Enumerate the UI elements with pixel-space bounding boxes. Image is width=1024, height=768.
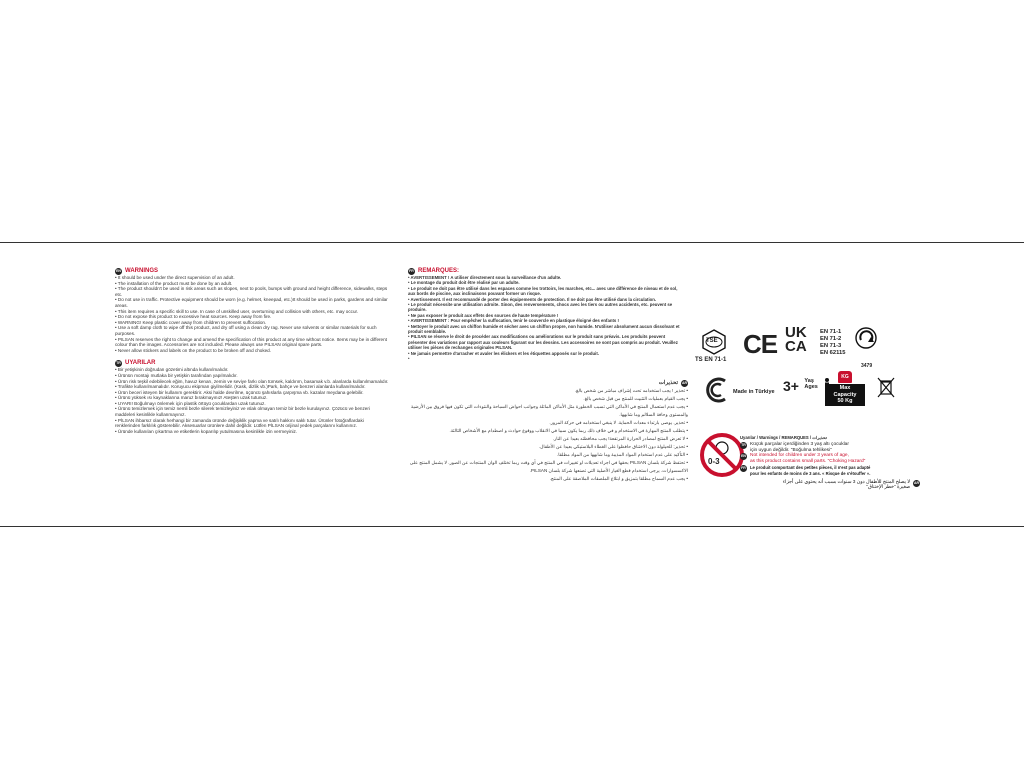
choking-ar-line: صغيرة "خطر الإختناق": [866, 485, 910, 491]
choking-hazard-block: [700, 433, 920, 503]
choking-en-badge: EN: [741, 454, 746, 459]
ar-badge: AR: [681, 380, 688, 385]
choking-en-row: [740, 453, 920, 465]
age-label-en: Ages: [804, 384, 818, 390]
ar-line: • يجب القيام بعمليات التثبيت للمنتج من قبل شخص بالغ.: [583, 396, 688, 401]
ar-line: • يتطلب المنتج المهارة في الاستخدام و في خلاف ذلك ربما يكون سببا في الانقلاب ووقوع حوادث و اصطدام مع الأشخاص الثالثة.: [449, 428, 688, 433]
under-three-sign: [700, 433, 744, 477]
tr-line: • Trafikte kullanılmamalıdır. Koruyucu ekipman giyilmelidir. (Kask, dizlik vb.)Park, bahçe ve benzeri alanlarda kullanılmalıdır.: [115, 384, 366, 390]
choking-en-line: as this product contains small parts. "Choking Hazard": [750, 459, 866, 465]
max-capacity-box: [825, 384, 865, 406]
max-capacity-block: [825, 371, 865, 406]
choking-tr-row: [740, 442, 920, 454]
tr-line: • Üründe kullanılan çıkartma ve etiketlerin koparılıp yutulmasına kesinlikle izin vermeyiniz.: [115, 428, 298, 434]
age-labels: [804, 378, 817, 390]
pilsan-logo-icon: [701, 377, 729, 403]
ar-line: • لا تعرض المنتج لمصادر الحرارة المرتفعة! يجب محافظته بعيدا عن النار.: [552, 436, 688, 441]
fr-column: [408, 268, 683, 362]
ukca-mark: [785, 326, 807, 354]
choking-fr-line: pour les enfants de moins de 3 ans. « Risque de s'étouffer ».: [750, 470, 871, 476]
en-list: [115, 275, 390, 353]
choking-fr-row: [740, 465, 920, 477]
kg-badge-text: KG: [841, 374, 849, 380]
ukca-bottom: CA: [785, 338, 807, 355]
tse-logo: [701, 329, 727, 355]
crossed-bin-icon: [877, 377, 895, 399]
ar-line: • تحذير: للحيلولة دون الاختناق حافظوا على الغطاء البلاستيكي بعيدا عن الأطفال.: [538, 444, 688, 449]
tr-line: • Ürünü temizlemek için temiz nemli bezle silerek temizleyiniz ve ıslak olmayan temiz bir bezle kurulayınız. Çözücü ve benzeri maddeleri kesinlikle kullanmayınız.: [115, 406, 370, 418]
ar-line: • يجب عدم استعمال المنتج في الأماكن التي تسبب الخطورة مثل الأماكن المائلة وجوانب احواض السباحة والنتوءات التي تكون فيها فروق بين الأرضية والمستوى وحافة السلالم وما شابهها.: [411, 404, 688, 417]
tr-line: • PİLSAN ihbarsız olarak herhangi bir zamanda üründe değişiklik yapma ve satılı hakkını saklı tutar. Ürünler fotoğraflardaki renklerinden farklılık gösterebilir. Aksesuarlar ürünlere dahil değildir. Lütfen PİLSAN orijinal yedek parçalarını kullanınız.: [115, 417, 364, 429]
choking-fr-text: [750, 465, 870, 477]
ar-block: [408, 379, 688, 483]
recycle-icon: [855, 327, 877, 349]
tr-title: UYARILAR: [125, 360, 156, 367]
no-under-three-icon: [700, 433, 744, 477]
choking-ar-row: [740, 480, 920, 492]
ar-line: • التأكيد على عدم استخدام المواد المذيبة وما شابهها من المواد مطلقا.: [556, 452, 688, 457]
choking-tr-text: [750, 442, 849, 454]
fr-line: • Le montage du produit doit être réalisé par un adulte.: [408, 280, 520, 286]
en-standard: EN 71-3: [820, 343, 842, 349]
fr-line: • Avertissement. Il est recommandé de porter des équipements de protection. Il ne doit pas être utilisé dans la circulation.: [408, 296, 657, 302]
choking-tr-line: için uygun değildir. "Boğulma tehlikesi": [750, 447, 832, 453]
en-standards-list: [820, 329, 845, 357]
certification-logos: [695, 323, 915, 433]
ts-en-label: TS EN 71-1: [695, 357, 727, 363]
tr-line: • Ürünün montajı mutlaka bir yetişkin tarafından yapılmalıdır.: [115, 372, 238, 378]
en-line: • Never allow stickers and labels on the product to be broken off and choked.: [115, 347, 272, 353]
tr-section-title: [115, 360, 390, 367]
choking-header: Uyarılar / Warnings / REMARQUES / تحذيرات: [740, 435, 827, 440]
tr-list: [115, 367, 390, 434]
max-capacity-label: Max Capacity: [833, 385, 857, 398]
en-line: • PILSAN reserves the right to change and amend the specification of this product at any time without notice. Items may be in different colour than the images. Accessories are not included. Please always use PILSAN original spare parts.: [115, 336, 387, 348]
fr-line: • Ne jamais permettre d'arracher et avaler les élickers et les étiquettes apposés sur le produit.: [408, 350, 599, 356]
en-standard: EN 62115: [820, 350, 846, 356]
choking-en-text: [750, 453, 865, 465]
tr-line: • UYARI! Boğulmayı önlemek için plastik örtüyü çocuklardan uzak tutunuz.: [115, 400, 266, 406]
tr-line: • Ürün risk teşkil edebilecek eğim, havuz kenarı, zemin ve seviye farkı olan tümsek, kaldırım, basamak v.b. alanlarda kullanılmamalıdır.: [115, 378, 389, 384]
age-range-text: 0-3: [708, 457, 720, 466]
en-line: • Do not use in traffic. Protective equipment should be worn (e.g. helmet, kneepad, etc.)It should be used in parks, gardens and similar areas.: [115, 297, 388, 308]
ar-title: تحذيرات: [658, 380, 678, 386]
en-line: • It should be used under the direct supervision of an adult.: [115, 275, 235, 280]
tr-line: • Ürünü yüksek ısı kaynaklarına maruz bırakmayınız! Ateşten uzak tutunuz.: [115, 395, 268, 401]
fr-section-title: [408, 268, 683, 275]
fr-line: •: [408, 356, 410, 362]
ar-line: • يجب عدم السماح مطلقا بتمزيق و ابتلاع الملصقات الملاصقة على المنتج.: [549, 476, 688, 481]
fr-line: • PILSAN se réserve le droit de procéder aux modifications ou améliorations sur le produit sans préavis. Les produits peuvent présenter des variations par rapport aux couleurs figurant sur les dessins. Les accessoires ne sont pas compris au produit. Veuillez utiliser les pièces de rechanges originales PILSAN.: [408, 334, 678, 351]
kg-weight-icon: [838, 371, 852, 383]
weee-bin: [877, 377, 895, 404]
fr-line: • AVERTISSEMENT : Pour empêcher la suffocation, tenir le couvercle en plastique éloigné des enfants !: [408, 318, 619, 324]
tr-line: • Bir yetişkinin doğrudan gözetimi altında kullanılmalıdır.: [115, 367, 229, 373]
fr-line: • Ne pas exposer le produit aux effets des sources de haute température !: [408, 312, 559, 318]
ar-column: [408, 379, 688, 483]
en-section-title: [115, 268, 390, 275]
fr-title: REMARQUES:: [418, 268, 460, 274]
choking-text: [740, 435, 920, 491]
ce-mark: CE: [743, 329, 778, 359]
max-capacity-value: 50 Kg: [837, 398, 853, 404]
en-line: • Do not expose this product to excessive heat sources. Keep away from fire.: [115, 314, 272, 320]
made-in-label: Made in Türkiye: [733, 389, 775, 395]
tse-text: TSE: [706, 338, 718, 344]
choking-en-line: Not intended for children under 3 years of age,: [750, 453, 849, 459]
ar-line: • تحتفظ شركة بلسان PILSAN بحقها في اجراء تعديلات او تغييرات في المنتج في أي وقت ربما تختلف الوان المنتجات عن الصور. لا يشمل المنتج على الاكسسوارات. يرجى استخدام قطع الغيار الأصلية التي تصنعها شركة بلسان PILSAN.: [409, 460, 688, 473]
ukca-top: UK: [785, 324, 807, 341]
choking-fr-badge: FR: [741, 465, 746, 470]
en-standard: EN 71-2: [820, 336, 842, 342]
en-line: • The installation of the product must be done by an adult.: [115, 280, 233, 286]
en-line: • This item requires a specific skill to use. In case of unskilled user, overturning and collision with others, etc. may occur.: [115, 308, 359, 314]
en-standard: EN 71-1: [820, 329, 842, 335]
ar-section-title: [408, 379, 688, 387]
en-line: • Use a soft damp cloth to wipe off this product, and dry off using a clean dry rag. Never use solvents or similar materials for such purposes.: [115, 325, 377, 336]
en-line: • The product shouldn't be used in risk areas such as slopes, next to pools, bumps with ground and height difference, sidewalks, steps etc.: [115, 286, 388, 297]
pilsan-swoosh: [701, 377, 729, 403]
choking-ar-line: لا يصلح المنتج للأطفال دون 3 سنوات بسبب أنه يحتوي على أجزاء: [782, 479, 910, 485]
recycle-number: 3479: [861, 363, 873, 369]
fr-line: • Le produit nécessite une utilisation adroite. Sinon, des renversements, chocs avec les tiers ou autres accidents, etc. peuvent se produire.: [408, 302, 673, 313]
fr-badge: FR: [409, 269, 414, 273]
ar-line: • تحذير. يوصى بارتداء معدات الحماية. لا ينبغي استخدامه في حركة المرور.: [549, 420, 688, 425]
tr-badge: TR: [116, 361, 121, 366]
age-number: 3+: [783, 378, 799, 394]
en-tr-column: [115, 268, 390, 434]
fr-line: • AVERTISSEMENT ! A utiliser directement sous la surveillance d'un adulte.: [408, 275, 562, 280]
choking-tr-line: Küçük parçalar içerdiğinden 3 yaş altı çocuklar: [750, 441, 849, 447]
ar-line: • تحذير ! يجب استخدامه تحت إشراف مباشر من شخص بالغ.: [574, 388, 688, 393]
choking-fr-line: Le produit comportant des petites pièces, il n'est pas adapté: [750, 464, 871, 470]
tr-line: • Ürün beceri isteyen bir kullanım gerektirir. Aksi halde devrilme, üçüncü şahıslarla çarpışma vb. kazalar meydana gelebilir.: [115, 389, 364, 395]
fr-line: • Le produit ne doit pas être utilisé dans les espaces comme les trottoirs, les marches, etc... avec une différence de niveau et de sol, aux bords de piscine, aux inclinaisons pouvant former un risque.: [408, 285, 678, 297]
age-label-tr: Yaş: [804, 378, 814, 384]
recycle-logo: [855, 327, 879, 351]
en-badge: EN: [116, 269, 121, 273]
en-title: WARNINGS: [125, 268, 158, 274]
choking-ar-badge: AR: [913, 480, 920, 485]
choking-tr-badge: TR: [741, 442, 746, 447]
en-line: • WARNING! Keep plastic cover away from children to prevent suffocation.: [115, 319, 267, 325]
choking-ar-text: [783, 480, 910, 492]
label-sheet: [0, 242, 1024, 527]
fr-line: • Nettoyer le produit avec un chiffon humide et sécher avec un chiffon propre, non humide. N'utiliser absolument aucun dissolvant et produit semblable.: [408, 323, 680, 335]
fr-list: [408, 275, 683, 362]
